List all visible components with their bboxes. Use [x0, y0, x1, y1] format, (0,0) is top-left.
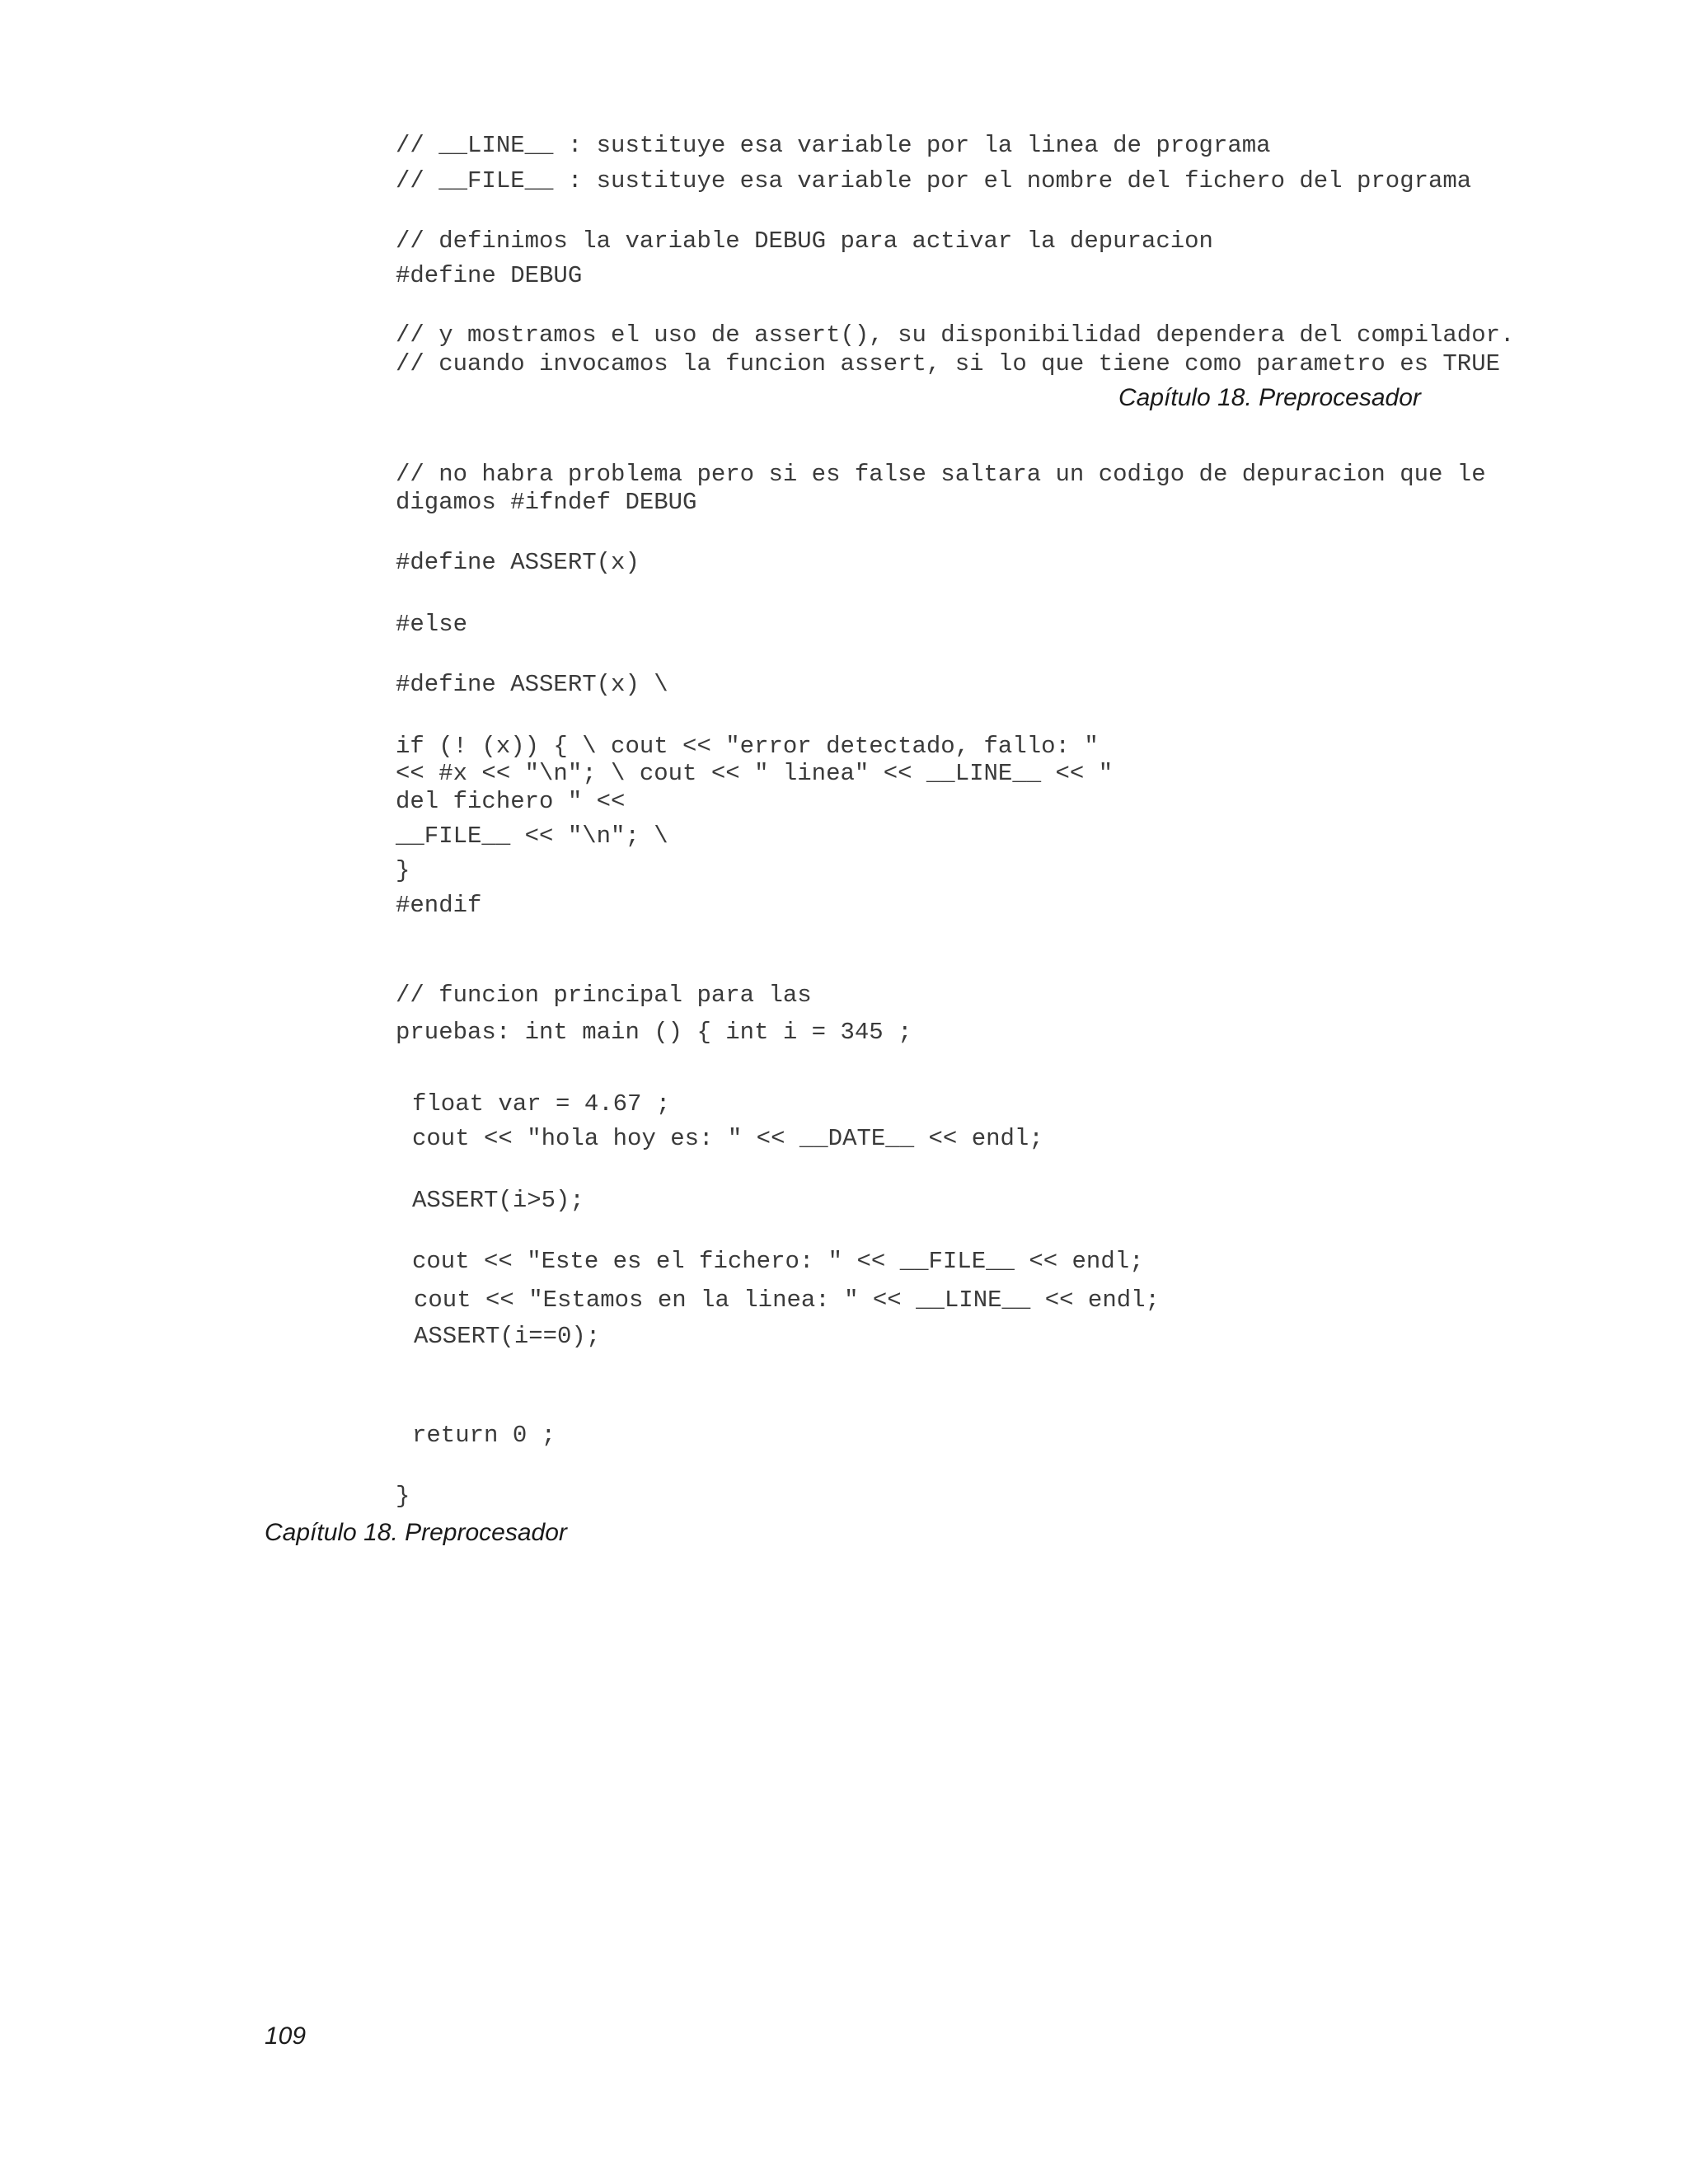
code-line: #define ASSERT(x): [396, 549, 640, 576]
code-line: digamos #ifndef DEBUG: [396, 489, 697, 516]
code-line: cout << "hola hoy es: " << __DATE__ << endl;: [412, 1125, 1043, 1152]
code-line: return 0 ;: [412, 1422, 556, 1449]
page-number: 109: [265, 2022, 307, 2050]
code-line: ASSERT(i==0);: [414, 1323, 601, 1350]
code-line: pruebas: int main () { int i = 345 ;: [396, 1019, 912, 1046]
code-line: del fichero " <<: [396, 788, 626, 815]
code-line: // funcion principal para las: [396, 982, 812, 1009]
code-line: cout << "Este es el fichero: " << __FILE__ << endl;: [412, 1248, 1144, 1275]
code-line: #define DEBUG: [396, 262, 583, 289]
code-line: // cuando invocamos la funcion assert, si lo que tiene como parametro es TRUE: [396, 350, 1501, 377]
code-line: #define ASSERT(x) \: [396, 671, 668, 698]
code-line: __FILE__ << "\n"; \: [396, 823, 668, 850]
code-line: float var = 4.67 ;: [412, 1090, 671, 1118]
code-line: << #x << "\n"; \ cout << " linea" << __LINE__ << ": [396, 760, 1114, 787]
code-line: // y mostramos el uso de assert(), su disponibilidad dependera del compilador.: [396, 321, 1515, 349]
code-line: // __LINE__ : sustituye esa variable por la linea de programa: [396, 132, 1271, 159]
code-line: // no habra problema pero si es false saltara un codigo de depuracion que le: [396, 461, 1486, 488]
code-line: #endif: [396, 892, 482, 919]
running-header: Capítulo 18. Preprocesador: [265, 1519, 567, 1546]
code-line: #else: [396, 611, 468, 638]
code-line: }: [396, 857, 410, 884]
running-header: Capítulo 18. Preprocesador: [1118, 384, 1421, 411]
code-line: ASSERT(i>5);: [412, 1187, 584, 1214]
code-line: if (! (x)) { \ cout << "error detectado, fallo: ": [396, 733, 1099, 760]
code-line: // __FILE__ : sustituye esa variable por el nombre del fichero del programa: [396, 167, 1472, 194]
code-line: // definimos la variable DEBUG para activar la depuracion: [396, 227, 1213, 255]
code-line: }: [396, 1483, 410, 1510]
code-line: cout << "Estamos en la linea: " << __LINE__ << endl;: [414, 1286, 1160, 1314]
